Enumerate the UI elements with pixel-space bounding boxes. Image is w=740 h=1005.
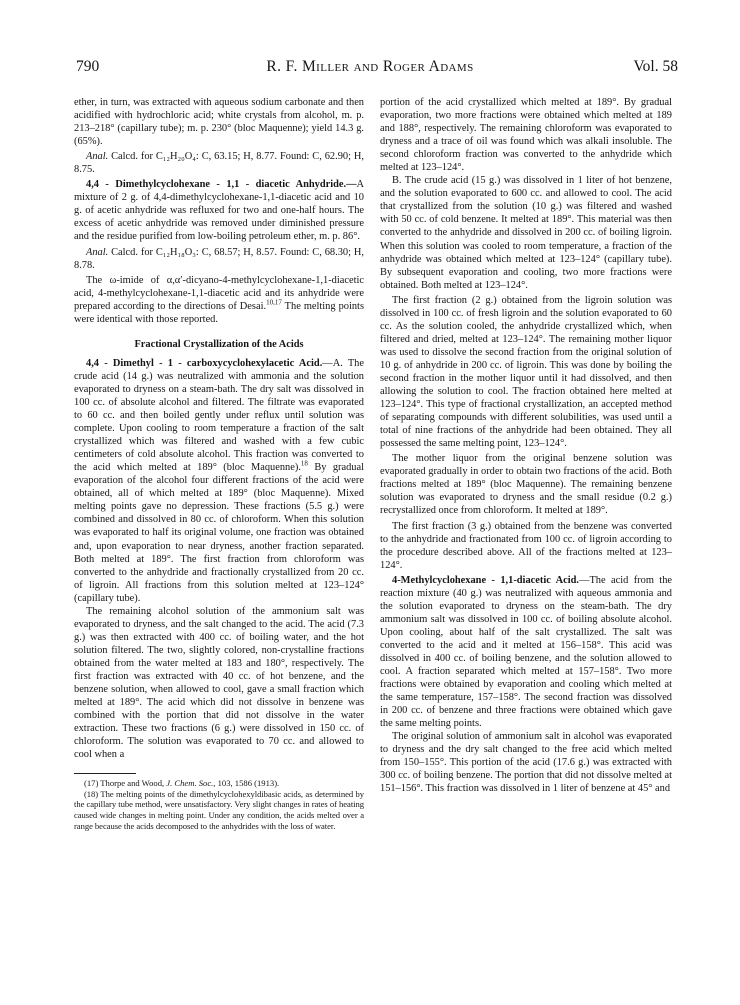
section-heading: Fractional Crystallization of the Acids xyxy=(134,338,304,350)
footnote-18: (18) The melting points of the dimethylcyclohexyldibasic acids, as determined by the capillary tube method, were unsatisfactory. Very slight changes in rates of heating caused wide changes in melting point. Under any condition, the acids melted over a range because the acids decomposed to the anhydrides with the loss of water. xyxy=(74,788,364,831)
right-column xyxy=(380,96,672,795)
left-column xyxy=(74,96,364,831)
paragraph xyxy=(74,178,364,243)
paragraph-text: The ω-imide of α,α′-dicyano-4-methylcyclohexane-1,1-diacetic acid, 4-methylcyclohexane-1,1-diacetic acid and its anhydride were prepared according to the directions of Desai. xyxy=(74,274,364,312)
journal-name: J. Chem. Soc., xyxy=(166,778,216,789)
paragraph: B. The crude acid (15 g.) was dissolved in 1 liter of hot benzene, and the solution evaporated to 600 cc. and allowed to cool. The acid that crystallized from the solution (10 g.) was filtered and washed with 50 cc. of cold benzene. It melted at 189°. This material was then converted to the anhydride and dissolved in 200 cc. of boiling ligroin. When this solution was cooled to room temperature, a fraction of the anhydride was obtained which melted at 123–124° (capillary tube). By subsequent evaporation and cooling, two more fractions were obtained. Both melted at 123–124°. xyxy=(380,175,672,291)
section-run-in-title: 4-Methylcyclohexane - 1,1-diacetic Acid. xyxy=(392,574,580,586)
footnote-17: (17) Thorpe and Wood, J. Chem. Soc., 103, 1586 (1913). xyxy=(84,778,280,789)
paragraph: The mother liquor from the original benzene solution was evaporated gradually in order to obtain two fractions of the acid. Both fractions melted at 189° (bloc Maquenne). The remaining benzene solution was evaporated to dryness and the small residue (0.2 g.) recrystallized once from chloroform. It melted at 189°. xyxy=(380,453,672,517)
analysis-text: Calcd. for C₁₂H₂₀O₄: C, 63.15; H, 8.77. Found: C, 62.90; H, 8.75. xyxy=(74,151,364,176)
section-run-in-title: 4,4 - Dimethyl - 1 - carboxycyclohexylacetic Acid. xyxy=(86,357,323,369)
paragraph: The first fraction (2 g.) obtained from the ligroin solution was dissolved in 100 cc. of fresh ligroin and the solution evaporated to 60 cc. As the solution cooled, the anhydride crystallized which, when filtered and dried, melted at 123–124°. The remaining mother liquor was used to dissolve the second fraction from the original solution of 10 g. of anhydride in 200 cc. of ligroin. This was done by boiling the second fraction in the mother liquor until it had dissolved, and then allowing the solution to cool. The fraction obtained here melted at 123–124°. This type of fractional crystallization, an accepted method of separating compounds with different solubilities, was used until a total of nine fractions of the anhydride had been obtained. They all possessed the same melting point, 123–124°. xyxy=(380,294,672,450)
anal-label: Anal. xyxy=(86,246,109,258)
paragraph-text: —A. The crude acid (14 g.) was neutralized with ammonia and the solution evaporated to dryness on a steam-bath. The dry salt was dissolved in 100 cc. of absolute alcohol and filtered. The filtrate was evaporated to 60 cc. and then boiled gently under reflux until solution was complete. Upon cooling to room temperature a fraction of the salt crystallized which was filtered and washed with a few cubic centimeters of cold absolute alcohol. This fraction was converted to the acid which melted at 189° (bloc Maquenne). xyxy=(74,357,364,474)
paragraph: ether, in turn, was extracted with aqueous sodium carbonate and then acidified with hydrochloric acid; white crystals from alcohol, m. p. 213–218° (capillary tube); m. p. 230° (bloc Maquenne); yield 14.3 g. (65%). xyxy=(74,97,364,148)
page-number: 790 xyxy=(76,58,100,75)
paragraph: portion of the acid crystallized which melted at 189°. By gradual evaporation, two more fractions were obtained which melted at 189 and 188°, respectively. The remaining chloroform was evaporated to dryness and a trace of oil was found which was alkali insoluble. The second chloroform fraction was converted to the anhydride which melted at 123–124°. xyxy=(380,97,672,174)
page-header xyxy=(0,58,740,80)
footnote-divider xyxy=(74,773,136,774)
paragraph: The first fraction (3 g.) obtained from the benzene was converted to the anhydride and fractionated from 100 cc. of ligroin according to the procedure described above. All of the fractions melted at 123–124°. xyxy=(380,520,672,571)
footnote-ref[interactable]: 18 xyxy=(300,459,308,468)
paragraph: The remaining alcohol solution of the ammonium salt was evaporated to dryness, and the salt changed to the acid. The acid (7.3 g.) was then extracted with 400 cc. of boiling water, and the hot solution filtered. The two, slightly colored, non-crystalline fractions obtained from the water melted at 183 and 180°, respectively. The first fraction was extracted with 40 cc. of hot benzene, and the benzene solution, when allowed to cool, gave a small fraction which melted at 189°. The acid which did not dissolve in benzene was combined with the portion that did not dissolve in the water extraction. These two fractions (6 g.) were dissolved in 150 cc. of chloroform. The solution was evaporated to 70 cc. and allowed to cool when a xyxy=(74,605,364,761)
analysis-paragraph xyxy=(74,246,364,272)
paragraph xyxy=(74,357,364,605)
paragraph-text: By gradual evaporation of the alcohol four different fractions of the acid were obtained, all of which melted at 189° (bloc Maquenne). Mixed melting points gave no depression. These fractions (5.5 g.) were combined and dissolved in 80 cc. of chloroform. When this solution was evaporated to half its original volume, one fraction was obtained and, upon evaporation to near dryness, another fraction separated. Both melted at 189°. The first fraction from chloroform was converted to the anhydride and fractionally crystallized from 20 cc. of ligroin. All fractions from this solution melted at 123–124° (capillary tube). xyxy=(74,462,364,604)
analysis-text: Calcd. for C₁₂H₁₈O₃: C, 68.57; H, 8.57. Found: C, 68.30; H, 8.78. xyxy=(74,246,364,271)
paragraph: The original solution of ammonium salt in alcohol was evaporated to dryness and the dry salt changed to the free acid which melted from 150–155°. This portion of the acid (17.6 g.) was extracted with 300 cc. of boiling benzene. The portion that did not dissolve melted at 151–156°. This fraction was dissolved in 1 liter of benzene at 45° and xyxy=(380,731,672,795)
paragraph xyxy=(74,274,364,326)
volume-label: Vol. 58 xyxy=(633,58,678,75)
footnotes xyxy=(74,778,364,831)
running-title: R. F. Miller and Roger Adams xyxy=(266,58,474,75)
paragraph xyxy=(380,574,672,731)
paragraph-text: The melting points were identical with those reported. xyxy=(74,300,364,325)
paragraph-text: —The acid from the reaction mixture (40 g.) was neutralized with aqueous ammonia and the solution evaporated to dryness on the steam-bath. The dry ammonium salt was dissolved in 100 cc. of boiling absolute alcohol. Upon cooling, about half of the salt crystallized. The salt was converted to the acid and it melted at 156–158°. This acid was dissolved in 400 cc. of boiling benzene, and the solution allowed to cool. A fraction separated which melted at 157–158°. Two more fractions were obtained by evaporation and cooling which melted at the same temperature, 157–158°. The second fraction was dissolved in 200 cc. of benzene and three fractions were obtained which gave the same melting points. xyxy=(380,574,672,730)
anal-label: Anal. xyxy=(86,151,109,163)
footnote-ref[interactable]: 10,17 xyxy=(266,298,282,307)
paragraph-text: A mixture of 2 g. of 4,4-dimethylcyclohexane-1,1-diacetic acid and 10 g. of acetic anhydride was refluxed for two and one-half hours. The excess of acetic anhydride was removed under diminished pressure and the residue purified from low-boiling petroleum ether, m. p. 86°. xyxy=(74,179,364,243)
section-run-in-title: 4,4 - Dimethylcyclohexane - 1,1 - diacetic Anhydride.— xyxy=(86,179,357,191)
analysis-paragraph xyxy=(74,150,364,176)
